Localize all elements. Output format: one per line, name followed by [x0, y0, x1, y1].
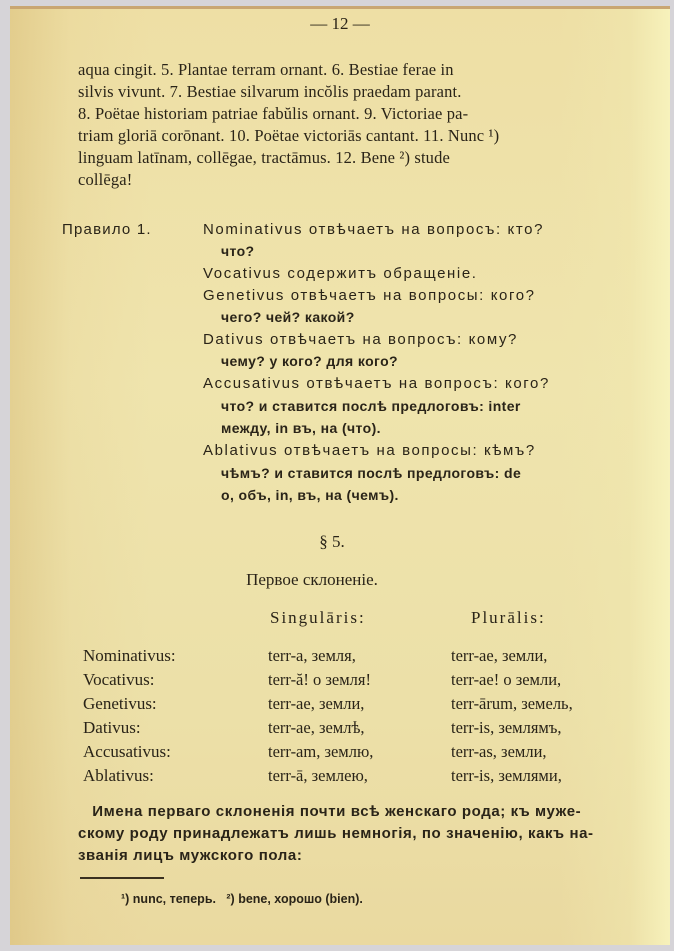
- plural-form: terr-as, земли,: [451, 742, 547, 761]
- column-header-singular: Singulāris:: [270, 608, 366, 627]
- rule-continuation: между, in въ, на (что).: [221, 420, 381, 436]
- case-label: Nominativus:: [83, 646, 176, 665]
- singular-form: terr-ā, землею,: [268, 766, 368, 785]
- column-header-plural: Plurālis:: [471, 608, 546, 627]
- singular-form: terr-am, землю,: [268, 742, 374, 761]
- rule-continuation: чего? чей? какой?: [221, 309, 355, 325]
- exercise-line: silvis vivunt. 7. Bestiae silvarum incŏlis praedam parant.: [78, 82, 462, 101]
- exercise-line: 8. Poëtae historiam patriae fabŭlis ornant. 9. Victoriae pa-: [78, 104, 469, 123]
- section-number: § 5.: [319, 532, 345, 551]
- case-label: Genetivus:: [83, 694, 157, 713]
- rule-nominativus: Nominativus отвѣчаетъ на вопросъ: кто?: [203, 221, 545, 238]
- footnote-divider: [80, 877, 164, 879]
- page-number: — 12 —: [310, 14, 370, 33]
- singular-form: terr-ae, земли,: [268, 694, 365, 713]
- rule-genetivus: Genetivus отвѣчаетъ на вопросы: кого?: [203, 287, 536, 304]
- singular-form: terr-a, земля,: [268, 646, 356, 665]
- rule-continuation: чѣмъ? и ставится послѣ предлоговъ: de: [221, 465, 522, 481]
- rule-label: Правило 1.: [62, 221, 152, 238]
- case-label: Accusativus:: [83, 742, 171, 761]
- case-label: Ablativus:: [83, 766, 154, 785]
- rule-dativus: Dativus отвѣчаетъ на вопросъ: кому?: [203, 331, 518, 348]
- body-line: скому роду принадлежатъ лишь немногія, по значенію, какъ на-: [78, 825, 594, 842]
- rule-accusativus: Accusativus отвѣчаетъ на вопросъ: кого?: [203, 375, 550, 392]
- rule-continuation: о, объ, in, въ, на (чемъ).: [221, 487, 399, 503]
- plural-form: terr-is, землями,: [451, 766, 562, 785]
- case-label: Dativus:: [83, 718, 141, 737]
- section-title: Первое склоненіе.: [246, 570, 378, 589]
- rule-continuation: что? и ставится послѣ предлоговъ: inter: [221, 398, 521, 414]
- rule-ablativus: Ablativus отвѣчаетъ на вопросы: кѣмъ?: [203, 442, 536, 459]
- body-line: Имена перваго склоненія почти всѣ женскаго рода; къ муже-: [78, 803, 582, 820]
- body-line: званія лицъ мужского пола:: [78, 847, 303, 864]
- exercise-line: collēga!: [78, 170, 133, 189]
- rule-vocativus: Vocativus содержитъ обращеніе.: [203, 265, 478, 282]
- plural-form: terr-ae! о земли,: [451, 670, 562, 689]
- plural-form: terr-is, землямъ,: [451, 718, 562, 737]
- exercise-line: aqua cingit. 5. Plantae terram ornant. 6. Bestiae ferae in: [78, 60, 454, 79]
- plural-form: terr-ae, земли,: [451, 646, 548, 665]
- exercise-line: linguam latīnam, collēgae, tractāmus. 12. Bene ²) stude: [78, 148, 450, 167]
- rule-continuation: чему? у кого? для кого?: [221, 353, 398, 369]
- plural-form: terr-ārum, земель,: [451, 694, 573, 713]
- rule-continuation: что?: [221, 243, 255, 259]
- footnote: ¹) nunc, теперь. ²) bene, хорошо (bien).: [121, 892, 363, 906]
- book-page: [10, 6, 670, 945]
- singular-form: terr-ă! о земля!: [268, 670, 371, 689]
- singular-form: terr-ae, землѣ,: [268, 718, 365, 737]
- case-label: Vocativus:: [83, 670, 155, 689]
- exercise-line: triam gloriā corōnant. 10. Poëtae victoriās cantant. 11. Nunc ¹): [78, 126, 500, 145]
